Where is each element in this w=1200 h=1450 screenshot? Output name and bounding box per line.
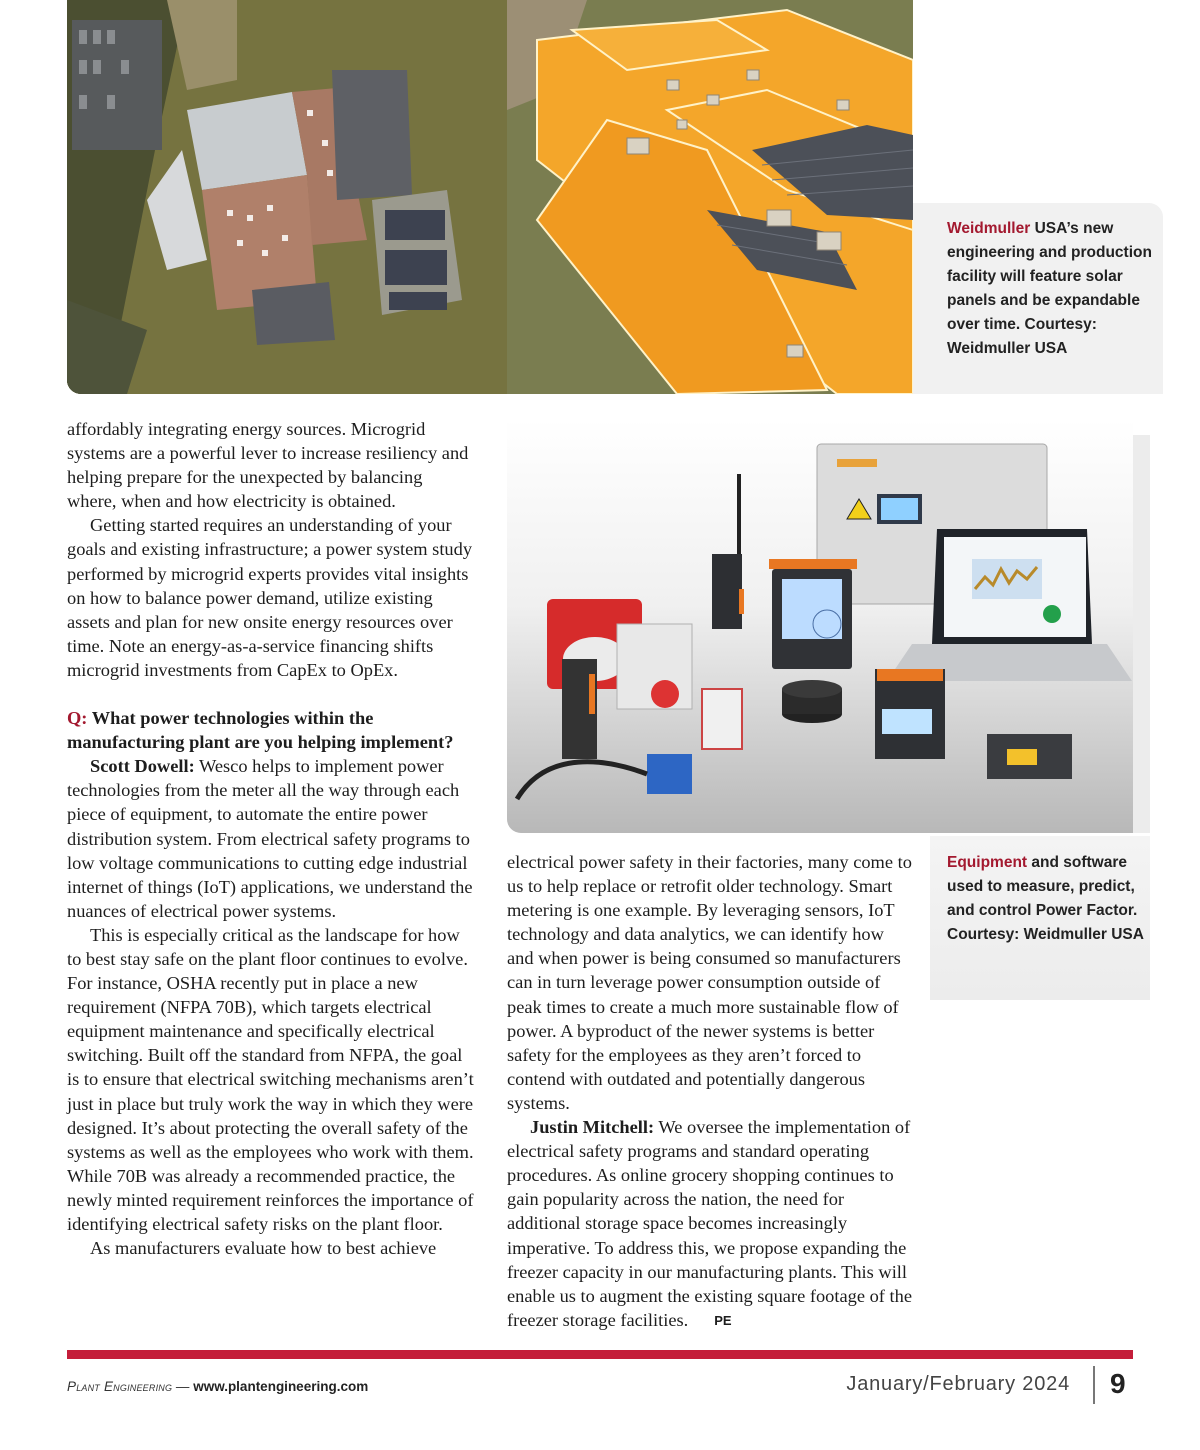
paragraph: affordably integrating energy sources. Microgrid systems are a powerful lever to increase resiliency and helping prepare for the unexpected by balancing where, when and how electricity is obtained. <box>67 419 469 512</box>
answer <box>507 1115 915 1332</box>
question <box>67 706 475 754</box>
equipment-photo-caption <box>930 836 1150 1000</box>
paragraph: As manufacturers evaluate how to best achieve <box>90 1238 437 1259</box>
answer-text: Wesco helps to implement power technologies from the meter all the way through each piece of equipment, to automate the entire power distribution system. From electrical safety programs to low voltage communications to cutting edge industrial internet of things (IoT) applications, we understand the nuances of electrical power systems. <box>67 756 473 921</box>
footer-separator: — <box>172 1379 194 1394</box>
magazine-name: Plant Engineering <box>67 1379 173 1394</box>
paragraph: This is especially critical as the landscape for how to best stay safe on the plant floor continues to evolve. For instance, OSHA recently put in place a new requirement (NFPA 70B), which targets electrical equipment maintenance and specifically electrical switching. Built off the standard from NFPA, the goal is to ensure that electrical switching mechanisms aren’t just in place but truly work the way in which they were designed. It’s about protecting the overall safety of the systems as well as the employees who work with them. While 70B was already a recommended practice, the newly minted requirement reinforces the importance of identifying electrical safety risks on the plant floor. <box>67 924 474 1234</box>
caption-text: USA’s new engineering and production facility will feature solar panels and be expandable over time. Courtesy: Weidmuller USA <box>947 220 1152 357</box>
page-number: 9 <box>1110 1368 1126 1399</box>
article-column-2 <box>507 850 915 1332</box>
issue-date: January/February 2024 <box>846 1373 1070 1395</box>
facility-photo-caption <box>913 203 1163 394</box>
equipment-illustration <box>507 419 1133 833</box>
photo-shadow-strip <box>1133 435 1150 833</box>
website-link[interactable]: www.plantengineering.com <box>193 1379 369 1394</box>
question-text: What power technologies within the manufacturing plant are you helping implement? <box>67 708 454 753</box>
article-column-1 <box>67 417 475 1260</box>
footer-divider <box>1093 1366 1095 1404</box>
caption-accent-word: Weidmuller <box>947 220 1031 237</box>
speaker-name: Justin Mitchell: <box>530 1117 655 1138</box>
equipment-photo <box>507 419 1133 833</box>
footer-rule <box>67 1350 1133 1359</box>
aerial-facility-photo <box>67 0 913 394</box>
end-of-article-mark: PE <box>714 1312 732 1328</box>
aerial-facility-illustration <box>67 0 913 394</box>
answer-text: We oversee the implementation of electrical safety programs and standard operating procedures. As online grocery shopping continues to gain popularity across the nation, the need for additional storage space becomes increasingly imperative. To address this, we propose expanding the freezer capacity in our manufacturing plants. This will enable us to augment the existing square footage of the freezer storage facilities. <box>507 1117 912 1330</box>
answer <box>67 754 475 923</box>
footer-publication <box>67 1379 368 1394</box>
paragraph: Getting started requires an understanding of your goals and existing infrastructure; a power system study performed by microgrid experts provides vital insights on how to balance power demand, utilize existing assets and plan for new onsite energy resources over time. Note an energy-as-a-service financing shifts microgrid investments from CapEx to OpEx. <box>67 515 473 680</box>
paragraph: electrical power safety in their factories, many come to us to help replace or retrofit older technology. Smart metering is one example. By leveraging sensors, IoT technology and data analytics, we can identify how and when power is being consumed so manufacturers can in turn leverage power consumption outside of peak times to create a much more sustainable flow of power. A byproduct of the newer systems is better safety for the employees as they aren’t forced to contend with outdated and potentially dangerous systems. <box>507 852 912 1113</box>
caption-text: and software used to measure, predict, and control Power Factor. Courtesy: Weidmuller USA <box>947 854 1144 943</box>
question-label: Q: <box>67 708 88 729</box>
speaker-name: Scott Dowell: <box>90 756 195 777</box>
paragraph-spacer <box>67 682 475 706</box>
caption-accent-word: Equipment <box>947 854 1028 871</box>
